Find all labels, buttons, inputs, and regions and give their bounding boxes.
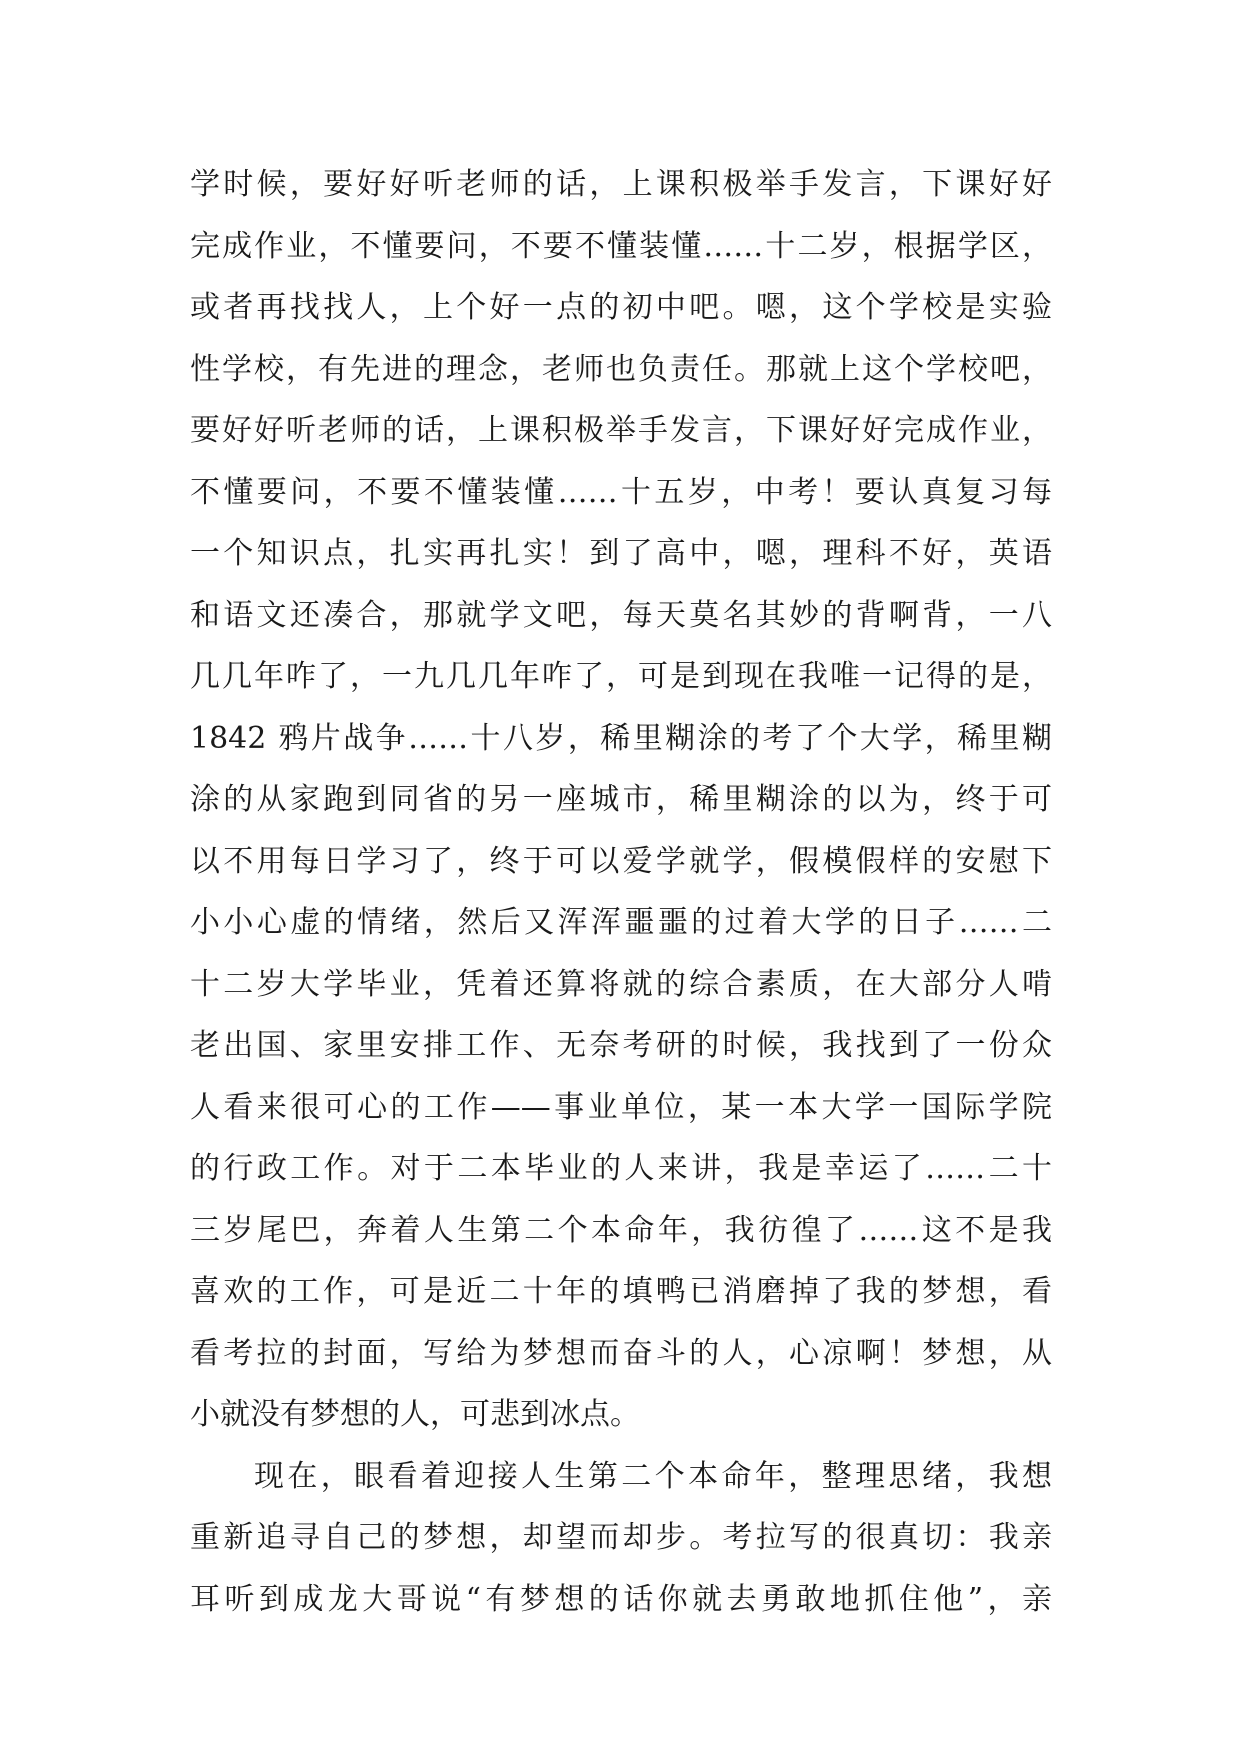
text-line: 学时候，要好好听老师的话，上课积极举手发言，下课好好 <box>190 167 1052 202</box>
text-line: 十二岁大学毕业，凭着还算将就的综合素质，在大部分人啃 <box>190 966 1052 1002</box>
text-line: 小小心虚的情绪，然后又浑浑噩噩的过着大学的日子……二 <box>190 905 1052 940</box>
text-line: 重新追寻自己的梦想，却望而却步。考拉写的很真切：我亲 <box>190 1520 1052 1555</box>
text-line: 老出国、家里安排工作、无奈考研的时候，我找到了一份众 <box>190 1028 1052 1063</box>
text-line: 以不用每日学习了，终于可以爱学就学，假模假样的安慰下 <box>190 843 1052 879</box>
text-line: 一个知识点，扎实再扎实！到了高中，嗯，理科不好，英语 <box>190 536 1052 571</box>
text-line: 三岁尾巴，奔着人生第二个本命年，我彷徨了……这不是我 <box>190 1212 1052 1248</box>
text-line: 小就没有梦想的人，可悲到冰点。 <box>190 1397 640 1432</box>
text-line: 或者再找找人，上个好一点的初中吧。嗯，这个学校是实验 <box>190 290 1052 325</box>
text-line: 要好好听老师的话，上课积极举手发言，下课好好完成作业， <box>190 413 1052 448</box>
text-line: 1842 鸦片战争……十八岁，稀里糊涂的考了个大学，稀里糊 <box>190 720 1052 756</box>
text-line: 几几年咋了，一九几几年咋了，可是到现在我唯一记得的是， <box>190 659 1052 694</box>
text-line: 完成作业，不懂要问，不要不懂装懂……十二岁，根据学区， <box>190 228 1052 264</box>
body-text <box>190 154 1052 1630</box>
text-line: 现在，眼看着迎接人生第二个本命年，整理思绪，我想 <box>254 1458 1052 1494</box>
text-line: 涂的从家跑到同省的另一座城市，稀里糊涂的以为，终于可 <box>190 782 1052 817</box>
text-line: 的行政工作。对于二本毕业的人来讲，我是幸运了……二十 <box>190 1151 1052 1186</box>
text-line: 不懂要问，不要不懂装懂……十五岁，中考！要认真复习每 <box>190 474 1052 510</box>
text-line: 人看来很可心的工作——事业单位，某一本大学一国际学院 <box>190 1089 1052 1125</box>
text-line: 看考拉的封面，写给为梦想而奋斗的人，心凉啊！梦想，从 <box>190 1335 1052 1371</box>
text-line: 和语文还凑合，那就学文吧，每天莫名其妙的背啊背，一八 <box>190 597 1052 633</box>
text-line: 耳听到成龙大哥说“有梦想的话你就去勇敢地抓住他”，亲 <box>190 1581 1052 1617</box>
text-line: 性学校，有先进的理念，老师也负责任。那就上这个学校吧， <box>190 351 1052 387</box>
text-line: 喜欢的工作，可是近二十年的填鸭已消磨掉了我的梦想，看 <box>190 1274 1052 1309</box>
